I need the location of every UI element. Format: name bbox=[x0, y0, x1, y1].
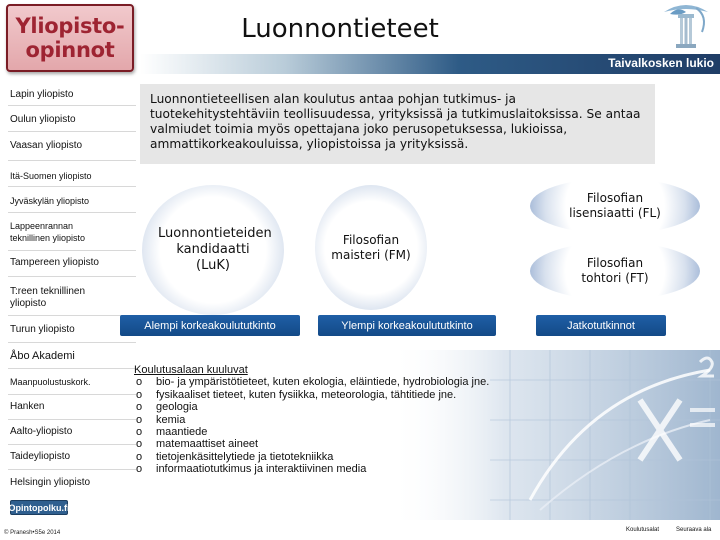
divider bbox=[8, 394, 136, 395]
study-fields-list bbox=[132, 364, 532, 476]
level-bar-higher: Ylempi korkeakoulututkinto bbox=[318, 315, 496, 336]
list-item: o fysikaaliset tieteet, kuten fysiikka, meteorologia, tähtitiede jne. bbox=[136, 388, 457, 401]
school-name: Taivalkosken lukio bbox=[608, 56, 714, 70]
list-item: o matemaattiset aineet bbox=[136, 438, 259, 451]
list-item: o maantiede bbox=[136, 426, 208, 439]
degree-tohtori-label: Filosofian tohtori (FT) bbox=[581, 256, 649, 285]
level-bar-lower: Alempi korkeakoulututkinto bbox=[120, 315, 300, 336]
page-title: Luonnontieteet bbox=[241, 14, 439, 44]
sidebar-item-vaasan[interactable]: Vaasan yliopisto bbox=[10, 140, 83, 151]
divider bbox=[8, 250, 136, 251]
intro-text: Luonnontieteellisen alan koulutus antaa pohjan tutkimus- ja tuotekehitystehtäviin teollisuudessa, yrityksissä ja tutkimuslaitoksissa. Se antaa valmiudet toimia myös opettajana joko perusopetuksessa, lukioissa, ammattikorkeakouluissa, yliopistoissa ja yrityksissä. bbox=[140, 84, 655, 164]
copyright-text: © Pranesh•S5e 2014 bbox=[4, 530, 61, 536]
school-banner bbox=[140, 54, 720, 74]
sidebar-item-ita-suomen[interactable]: Itä-Suomen yliopisto bbox=[10, 171, 92, 181]
divider bbox=[8, 419, 136, 420]
study-fields-heading: Koulutusalaan kuuluvat bbox=[134, 364, 248, 376]
divider bbox=[8, 444, 136, 445]
degree-lisensiaatti-label: Filosofian lisensiaatti (FL) bbox=[569, 191, 661, 220]
divider bbox=[8, 212, 136, 213]
divider bbox=[8, 276, 136, 277]
divider bbox=[8, 160, 136, 161]
sidebar-item-lapin[interactable]: Lapin yliopisto bbox=[10, 89, 74, 100]
sidebar-item-abo-akademi[interactable]: Åbo Akademi bbox=[10, 350, 75, 362]
degree-maisteri-label: Filosofian maisteri (FM) bbox=[331, 232, 411, 262]
divider bbox=[8, 315, 136, 316]
sidebar-item-treen-teknillinen[interactable]: T:reen teknillinen yliopisto bbox=[10, 286, 86, 309]
degree-kandidaatti-label: Luonnontieteiden kandidaatti (LuK) bbox=[158, 226, 272, 273]
logo-line2: opinnot bbox=[25, 38, 115, 62]
list-item: o informaatiotutkimus ja interaktiivinen media bbox=[136, 463, 367, 476]
prev-link[interactable]: Koulutusalat bbox=[626, 527, 660, 533]
list-item: o tietojenkäsittelytiede ja tietotekniikka bbox=[136, 450, 334, 463]
sidebar-item-lappeenrannan[interactable]: Lappeenrannan teknillinen yliopisto bbox=[10, 221, 86, 243]
sidebar-item-tampereen[interactable]: Tampereen yliopisto bbox=[10, 257, 99, 268]
divider bbox=[8, 469, 136, 470]
degree-lisensiaatti bbox=[530, 178, 700, 234]
divider bbox=[8, 368, 136, 369]
sidebar-item-aalto[interactable]: Aalto-yliopisto bbox=[10, 426, 73, 437]
degree-maisteri bbox=[315, 185, 427, 310]
yliopisto-opinnot-logo[interactable] bbox=[6, 4, 134, 72]
next-link[interactable]: Seuraava ala bbox=[676, 527, 712, 533]
divider bbox=[8, 342, 136, 343]
degree-tohtori bbox=[530, 242, 700, 300]
list-item: o geologia bbox=[136, 401, 198, 414]
opintopolku-button[interactable]: Opintopolku.fi bbox=[10, 500, 68, 515]
sidebar-item-maanpuolustus[interactable]: Maanpuolustuskork. bbox=[10, 377, 91, 387]
sidebar-item-turun[interactable]: Turun yliopisto bbox=[10, 324, 75, 335]
sidebar-item-taideyliopisto[interactable]: Taideyliopisto bbox=[10, 451, 71, 462]
divider bbox=[8, 105, 136, 106]
sidebar-item-jyvaskylan[interactable]: Jyväskylän yliopisto bbox=[10, 196, 90, 206]
divider bbox=[8, 131, 136, 132]
list-item: o bio- ja ympäristötieteet, kuten ekologia, eläintiede, hydrobiologia jne. bbox=[136, 376, 490, 389]
divider bbox=[8, 186, 136, 187]
degree-kandidaatti bbox=[142, 185, 284, 315]
level-bar-further: Jatkotutkinnot bbox=[536, 315, 666, 336]
list-item: o kemia bbox=[136, 413, 186, 426]
logo-line1: Yliopisto- bbox=[15, 14, 125, 38]
sidebar-item-helsingin[interactable]: Helsingin yliopisto bbox=[10, 477, 91, 488]
sidebar-item-hanken[interactable]: Hanken bbox=[10, 401, 45, 412]
greek-column-emblem-icon bbox=[656, 2, 716, 52]
sidebar-item-oulun[interactable]: Oulun yliopisto bbox=[10, 114, 76, 125]
